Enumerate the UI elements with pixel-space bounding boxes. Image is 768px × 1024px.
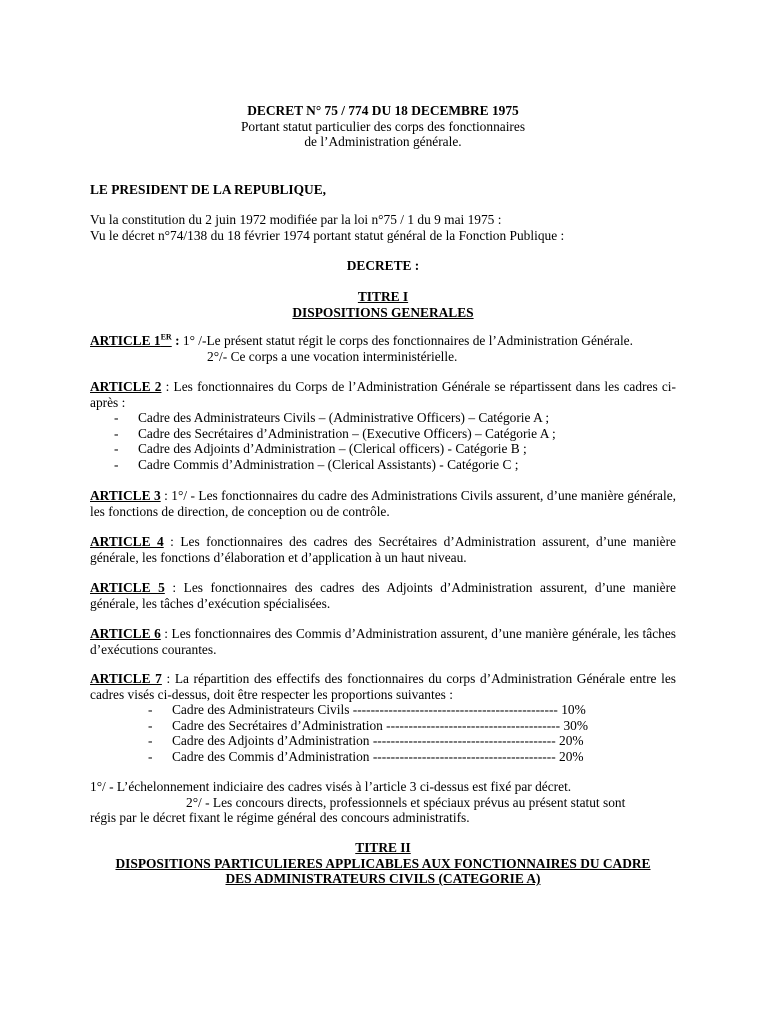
article-2-list <box>90 410 676 472</box>
article-7-list <box>90 702 676 764</box>
vu-section <box>90 212 690 243</box>
document-header <box>90 103 676 150</box>
article-4 <box>90 534 676 565</box>
vu-line-2: Vu le décret n°74/138 du 18 février 1974 portant statut général de la Fonction Publique : <box>90 227 565 243</box>
article-5-text: : Les fonctionnaires des cadres des Adjoints d’Administration assurent, d’une manière générale, les tâches d’exécution spécialisées. <box>90 580 676 611</box>
list-item: - Cadre des Administrateurs Civils ---------------------------------------------- 10% <box>148 702 586 718</box>
list-item: - Cadre des Secrétaires d’Administration --------------------------------------- 30% <box>148 717 588 733</box>
article-6-label: ARTICLE 6 <box>90 626 161 641</box>
article-7-para-2-line-1: 2°/ - Les concours directs, professionnels et spéciaux prévus au présent statut sont <box>186 794 626 810</box>
article-1-text-1: Le présent statut régit le corps des fonctionnaires de l’Administration Générale. <box>206 333 633 348</box>
article-7-label: ARTICLE 7 <box>90 671 162 686</box>
article-5 <box>90 580 676 611</box>
article-7-para-2-line-2: régis par le décret fixant le régime général des concours administratifs. <box>90 810 470 826</box>
article-2-label: ARTICLE 2 <box>90 379 162 394</box>
list-item: - Cadre des Adjoints d’Administration – (Clerical officers) - Catégorie B ; <box>114 441 527 457</box>
decrete-heading: DECRETE : <box>346 258 420 273</box>
list-item: - Cadre des Administrateurs Civils – (Administrative Officers) – Catégorie A ; <box>114 410 550 426</box>
article-7-para-1: 1°/ - L’échelonnement indiciaire des cadres visés à l’article 3 ci-dessus est fixé par décret. <box>90 779 572 794</box>
article-1 <box>90 333 690 364</box>
article-1-label: ARTICLE 1ER <box>90 332 172 348</box>
article-3-label: ARTICLE 3 <box>90 488 161 503</box>
list-item: - Cadre des Secrétaires d’Administration – (Executive Officers) – Catégorie A ; <box>114 425 556 441</box>
titre-2 <box>90 840 676 887</box>
article-3-text: : 1°/ - Les fonctionnaires du cadre des Administrations Civils assurent, d’une manière générale, les fonctions de direction, de conception ou de contrôle. <box>90 488 676 519</box>
article-2 <box>90 379 676 473</box>
article-1-colon: : <box>171 333 180 348</box>
decree-subtitle-line1: Portant statut particulier des corps des fonctionnaires <box>240 118 526 134</box>
article-5-label: ARTICLE 5 <box>90 580 165 595</box>
article-1-num: 1° /- <box>179 333 207 348</box>
titre-1-heading: DISPOSITIONS GENERALES <box>292 304 474 320</box>
article-2-text: : Les fonctionnaires du Corps de l’Administration Générale se répartissent dans les cadres ci-après : <box>90 379 676 410</box>
article-3 <box>90 488 676 519</box>
titre-2-heading-line-1: DISPOSITIONS PARTICULIERES APPLICABLES AUX FONCTIONNAIRES DU CADRE <box>115 855 651 871</box>
titre-1 <box>90 289 676 320</box>
list-item: - Cadre Commis d’Administration – (Clerical Assistants) - Catégorie C ; <box>114 456 519 472</box>
titre-2-label: TITRE II <box>355 840 411 855</box>
article-7-paragraphs <box>90 779 676 826</box>
decree-title: DECRET N° 75 / 774 DU 18 DECEMBRE 1975 <box>247 103 519 118</box>
article-7-text: : La répartition des effectifs des fonctionnaires du corps d’Administration Générale entre les cadres visés ci-dessus, doit être respecter les proportions suivantes : <box>90 671 676 702</box>
list-item: - Cadre des Adjoints d’Administration ----------------------------------------- 20% <box>148 733 584 749</box>
article-6-text: : Les fonctionnaires des Commis d’Administration assurent, d’une manière générale, les tâches d’exécutions courantes. <box>90 626 676 657</box>
article-4-text: : Les fonctionnaires des cadres des Secrétaires d’Administration assurent, d’une manière générale, les fonctions d’élaboration et d’application à un haut niveau. <box>90 534 676 565</box>
titre-2-heading-line-2: DES ADMINISTRATEURS CIVILS (CATEGORIE A) <box>225 871 541 887</box>
article-1-text-2: 2°/- Ce corps a une vocation interministérielle. <box>207 348 458 364</box>
titre-1-label: TITRE I <box>357 289 409 304</box>
president-heading: LE PRESIDENT DE LA REPUBLIQUE, <box>90 182 327 197</box>
article-6 <box>90 626 676 657</box>
article-7 <box>90 671 676 765</box>
list-item: - Cadre des Commis d’Administration ----------------------------------------- 20% <box>148 748 584 764</box>
article-4-label: ARTICLE 4 <box>90 534 164 549</box>
decree-subtitle-line2: de l’Administration générale. <box>304 134 462 150</box>
vu-line-1: Vu la constitution du 2 juin 1972 modifiée par la loi n°75 / 1 du 9 mai 1975 : <box>90 212 502 227</box>
